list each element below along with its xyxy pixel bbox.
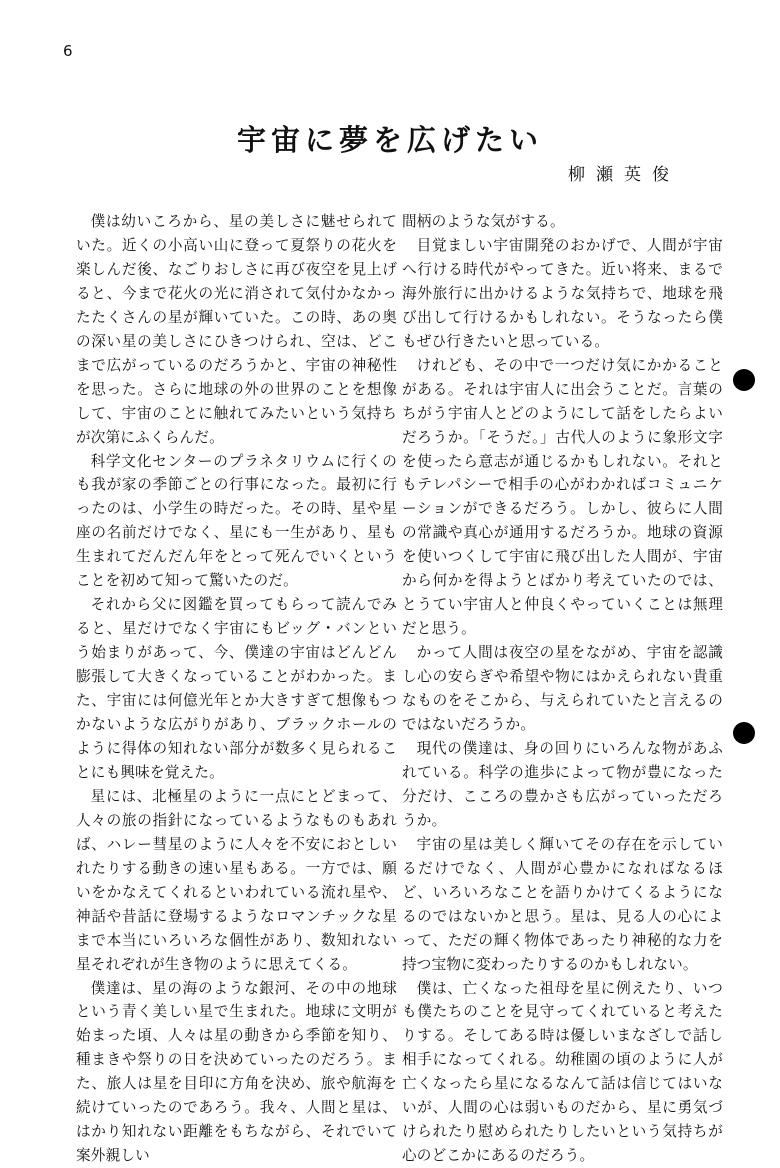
paragraph: けれども、その中で一つだけ気にかかることがある。それは宇宙人に出会うことだ。言葉のちがう宇宙人とどのようにして話をしたらよいだろうか。「そうだ。」古代人のように象形文字を使ったら意志が通じるかもしれない。それともテレパシーで相手の心がわかればコミュニケーションができるだろう。しかし、彼らに人間の常識や真心が通用するだろうか。地球の資源を使いつくして宇宙に飛び出した人間が、宇宙から何かを得ようとばかり考えていたのでは、とうてい宇宙人と仲良くやっていくことは無理だと思う。 — [402, 354, 723, 641]
paragraph: 現代の僕達は、身の回りにいろんな物があふれている。科学の進歩によって物が豊になった分だけ、こころの豊かさも広がっていっただろうか。 — [402, 737, 723, 833]
paragraph: 僕は、亡くなった祖母を星に例えたり、いつも僕たちのことを見守ってくれていると考えたりする。そしてある時は優しいまなざしで話し相手になってくれる。幼稚園の頃のように人が亡くなったら星になるなんて話は信じてはいないが、人間の心は弱いものだから、星に勇気づけられたり慰められたりしたいという気持ちが心のどこかにあるのだろう。 — [402, 977, 723, 1168]
paragraph: 星には、北極星のように一点にとどまって、人々の旅の指針になっているようなものもあれば、ハレー彗星のように人々を不安におとしいれたりする動きの速い星もある。一方では、願いをかなえてくれるといわれている流れ星や、神話や昔話に登場するようなロマンチックな星まで本当にいろいろな個性があり、数知れない星それぞれが生き物のように思えてくる。 — [76, 785, 397, 977]
paragraph: 科学文化センターのプラネタリウムに行くのも我が家の季節ごとの行事になった。最初に行ったのは、小学生の時だった。その時、星や星座の名前だけでなく、星にも一生があり、星も生まれてだんだん年をとって死んでいくということを初めて知って驚いたのだ。 — [76, 450, 397, 594]
right-column — [402, 210, 723, 1168]
binder-hole-icon — [733, 722, 755, 744]
paragraph: それから父に図鑑を買ってもらって読んでみると、星だけでなく宇宙にもビッグ・バンという始まりがあって、今、僕達の宇宙はどんどん膨張して大きくなっていることがわかった。また、宇宙には何億光年とか大きすぎて想像もつかないような広がりがあり、ブラックホールのように得体の知れない部分が数多く見られることにも興味を覚えた。 — [76, 593, 397, 785]
essay-title: 宇宙に夢を広げたい — [0, 118, 780, 159]
binder-hole-icon — [733, 369, 755, 391]
left-column — [76, 210, 397, 1168]
paragraph: かって人間は夜空の星をながめ、宇宙を認識し心の安らぎや希望や物にはかえられない貴重なものをそこから、与えられていたと言えるのではないだろうか。 — [402, 641, 723, 737]
paragraph: 僕達は、星の海のような銀河、その中の地球という青く美しい星で生まれた。地球に文明が始まった頃、人々は星の動きから季節を知り、種まきや祭りの日を決めていったのだろう。また、旅人は星を目印に方角を決め、旅や航海を続けていったのであろう。我々、人間と星は、はかり知れない距離をもちながら、それでいて案外親しい — [76, 977, 397, 1168]
author-name: 柳瀬英俊 — [568, 160, 680, 185]
page-number: 6 — [63, 42, 73, 60]
paragraph: 目覚ましい宇宙開発のおかげで、人間が宇宙へ行ける時代がやってきた。近い将来、まるで海外旅行に出かけるような気持ちで、地球を飛び出して行けるかもしれない。そうなったら僕もぜひ行きたいと思っている。 — [402, 234, 723, 354]
paragraph: 間柄のような気がする。 — [402, 210, 723, 234]
paragraph: 僕は幼いころから、星の美しさに魅せられていた。近くの小高い山に登って夏祭りの花火を楽しんだ後、なごりおしさに再び夜空を見上げると、今まで花火の光に消されて気付かなかったたくさんの星が輝いていた。この時、あの奥の深い星の美しさにひきつけられ、空は、どこまで広がっているのだろうかと、宇宙の神秘性を思った。さらに地球の外の世界のことを想像して、宇宙のことに触れてみたいという気持ちが次第にふくらんだ。 — [76, 210, 397, 450]
paragraph: 宇宙の星は美しく輝いてその存在を示しているだけでなく、人間が心豊かになればなるほど、いろいろなことを語りかけてくるようになるのではないかと思う。星は、見る人の心によって、ただの輝く物体であったり神秘的な力を持つ宝物に変わったりするのかもしれない。 — [402, 833, 723, 977]
